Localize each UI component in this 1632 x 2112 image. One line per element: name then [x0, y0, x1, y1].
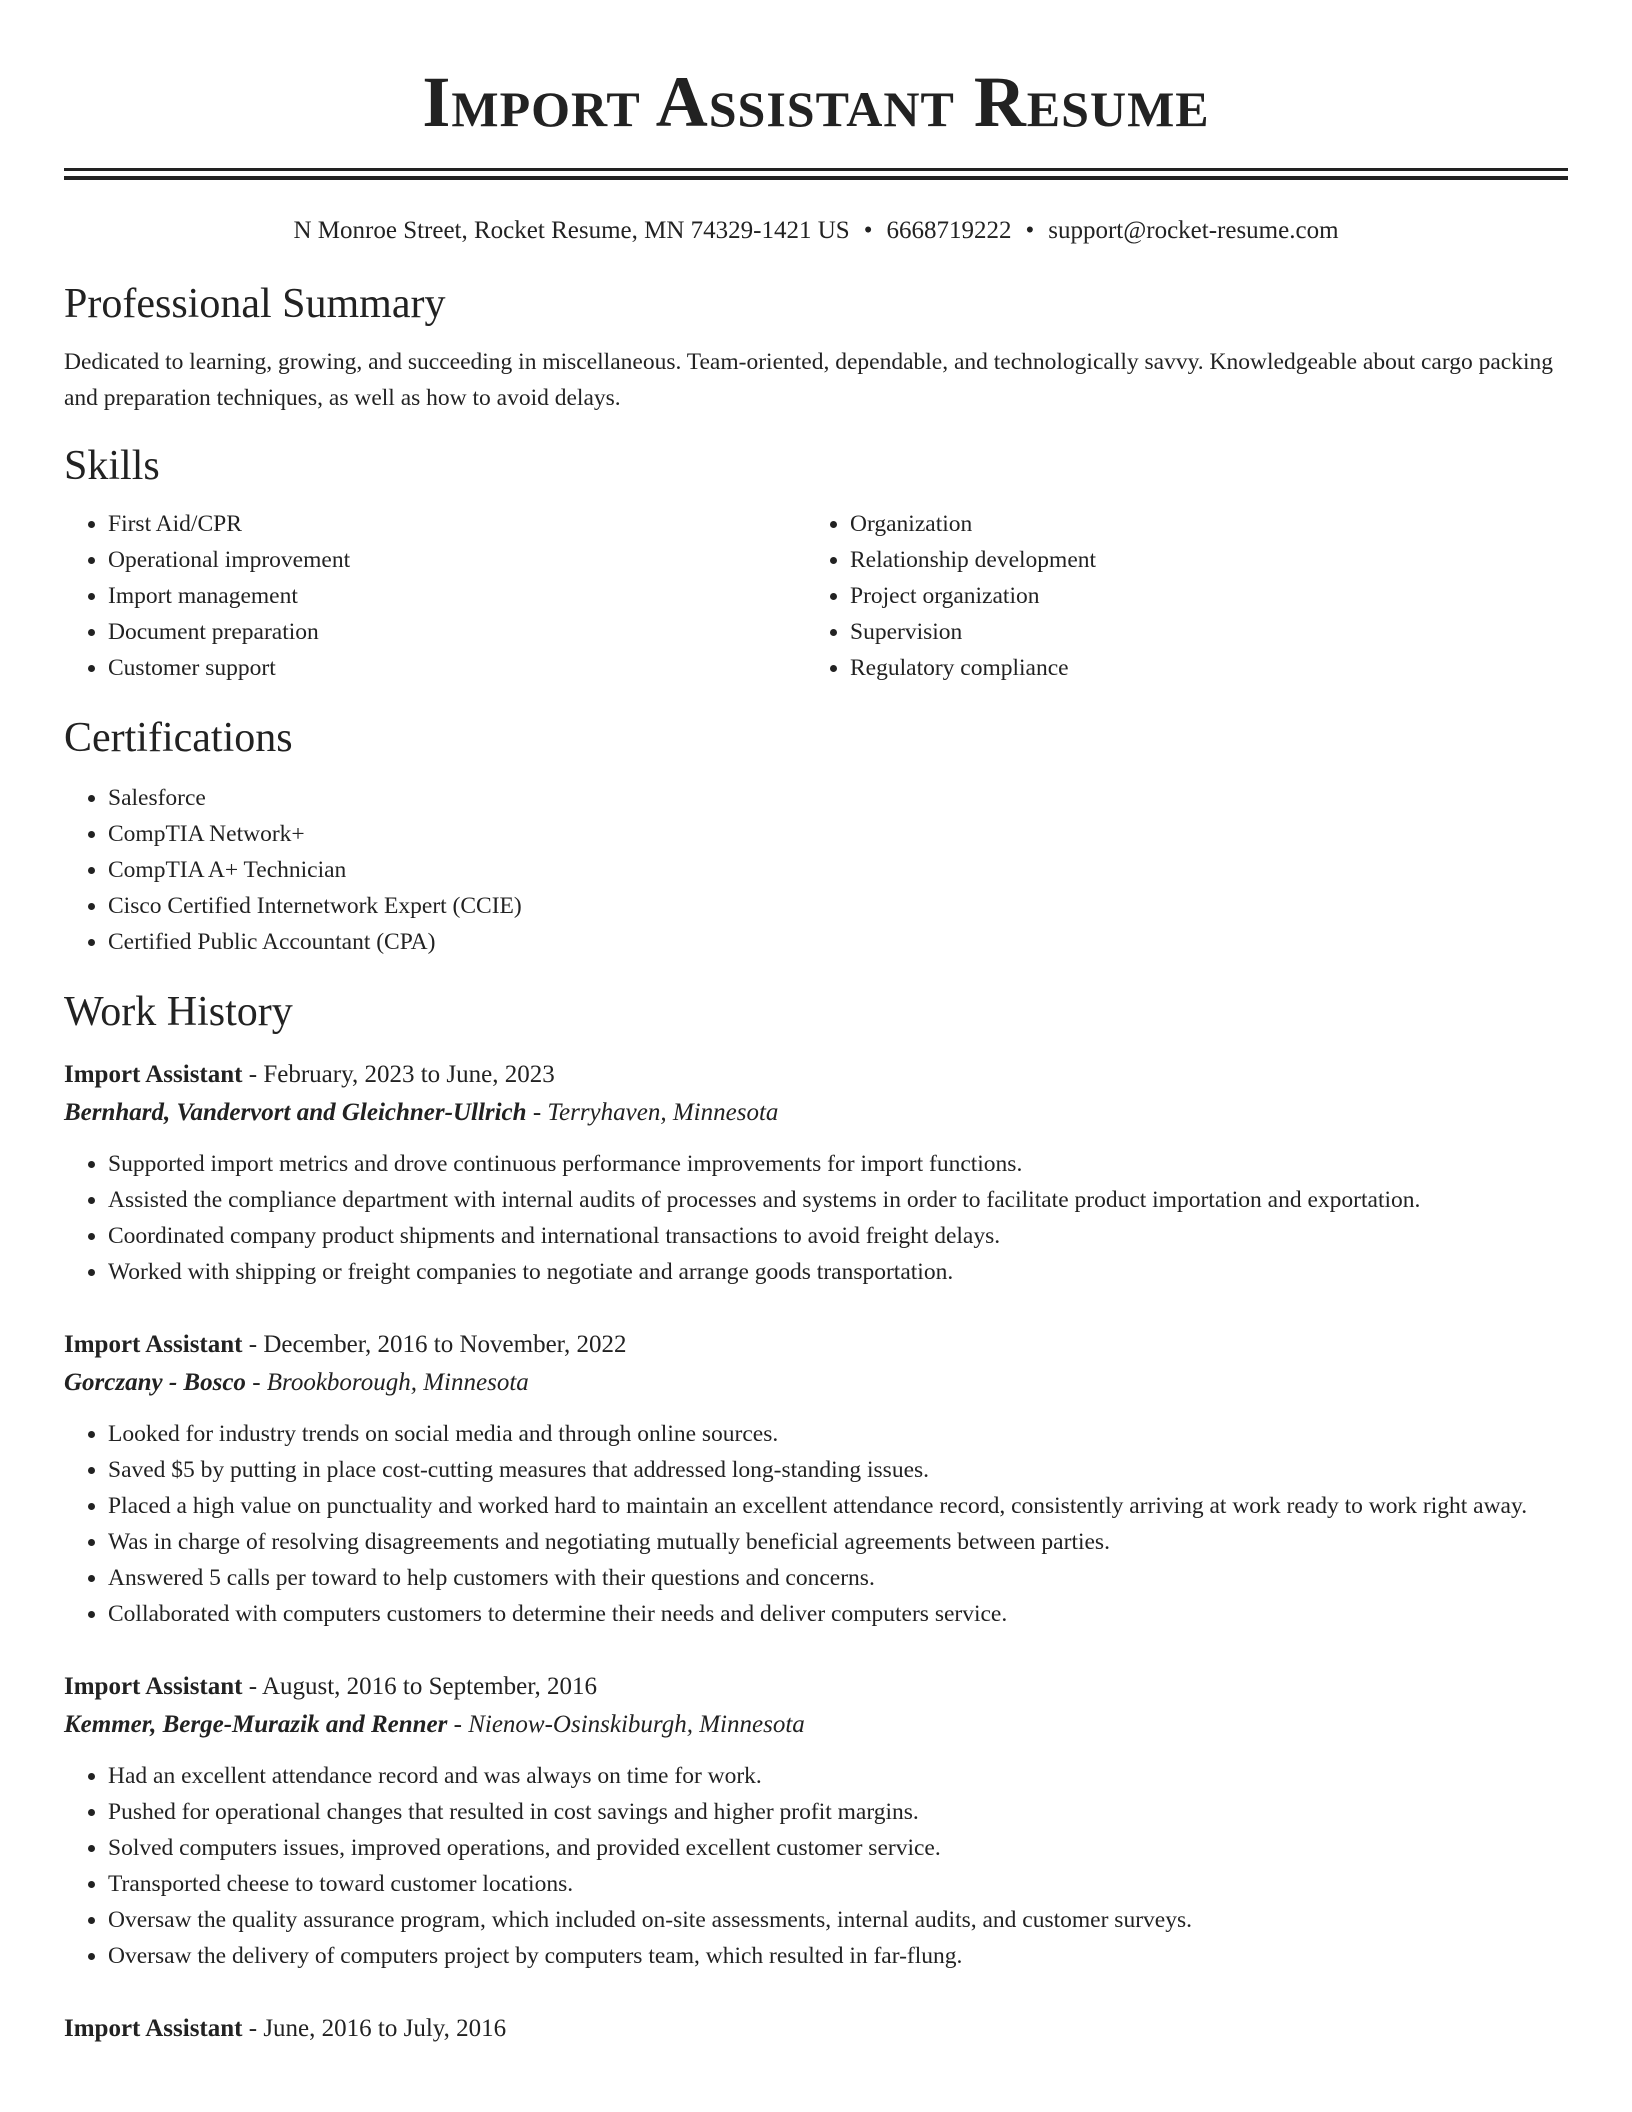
contact-separator: •: [1025, 217, 1035, 244]
skills-column-left: [64, 506, 806, 686]
job-dash: -: [242, 1331, 264, 1358]
job-entry: [64, 2010, 1568, 2048]
summary-text: Dedicated to learning, growing, and succeeding in miscellaneous. Team-oriented, dependable, and technologically savvy. Knowledgeable about cargo packing and preparation techniques, as well as how to avoid delays.: [64, 349, 1554, 411]
job-company: Gorczany - Bosco: [64, 1369, 246, 1396]
list-item: • CompTIA A+ Technician: [108, 852, 1568, 888]
job-employer: [64, 1364, 1568, 1402]
skills-list-left: [64, 506, 806, 686]
contact-line: [64, 214, 1568, 248]
list-item: • Solved computers issues, improved operations, and provided excellent customer service.: [108, 1830, 1568, 1866]
skills-column-right: [806, 506, 1548, 686]
job-duties-list: [64, 1758, 1568, 1974]
work-history-list: [64, 1056, 1568, 2048]
job-dash: -: [242, 1061, 264, 1088]
job-entry: [64, 1056, 1568, 1290]
list-item: • Import management: [108, 578, 806, 614]
job-duties-list: [64, 1416, 1568, 1632]
job-employer: [64, 1706, 1568, 1744]
list-item: • Coordinated company product shipments and international transactions to avoid freight delays.: [108, 1218, 1568, 1254]
list-item: • Salesforce: [108, 780, 1568, 816]
list-item: • Cisco Certified Internetwork Expert (CCIE): [108, 888, 1568, 924]
list-item: • Was in charge of resolving disagreements and negotiating mutually beneficial agreements between parties.: [108, 1524, 1568, 1560]
job-dates: December, 2016 to November, 2022: [263, 1331, 627, 1358]
job-location: Brookborough, Minnesota: [266, 1369, 529, 1396]
certifications-list: [64, 780, 1568, 960]
certifications-heading: Certifications: [64, 715, 293, 761]
job-dates: August, 2016 to September, 2016: [261, 1673, 598, 1700]
list-item: • Worked with shipping or freight companies to negotiate and arrange goods transportation.: [108, 1254, 1568, 1290]
job-dates: June, 2016 to July, 2016: [263, 2015, 507, 2042]
job-entry: [64, 1326, 1568, 1632]
resume-title: Import Assistant Resume: [422, 62, 1210, 142]
list-item: • Document preparation: [108, 614, 806, 650]
job-location: Terryhaven, Minnesota: [547, 1099, 779, 1126]
contact-phone: 6668719222: [886, 217, 1012, 244]
job-title: Import Assistant: [64, 2015, 243, 2042]
contact-address: N Monroe Street, Rocket Resume, MN 74329-1421 US: [293, 217, 850, 244]
list-item: • Regulatory compliance: [850, 650, 1548, 686]
job-title: Import Assistant: [64, 1331, 243, 1358]
job-dash: -: [526, 1099, 548, 1126]
job-duties-list: [64, 1146, 1568, 1290]
list-item: • Placed a high value on punctuality and worked hard to maintain an excellent attendance record, consistently arriving at work ready to work right away.: [108, 1488, 1568, 1524]
job-title: Import Assistant: [64, 1673, 243, 1700]
job-dates: February, 2023 to June, 2023: [263, 1061, 555, 1088]
list-item: • Transported cheese to toward customer locations.: [108, 1866, 1568, 1902]
job-dash: -: [447, 1711, 469, 1738]
list-item: • CompTIA Network+: [108, 816, 1568, 852]
job-header: [64, 1056, 1568, 1094]
job-header: [64, 2010, 1568, 2048]
skills-list-right: [806, 506, 1548, 686]
list-item: • Collaborated with computers customers to determine their needs and deliver computers service.: [108, 1596, 1568, 1632]
list-item: • Assisted the compliance department with internal audits of processes and systems in order to facilitate product importation and exportation.: [108, 1182, 1568, 1218]
list-item: • Had an excellent attendance record and was always on time for work.: [108, 1758, 1568, 1794]
job-dash: -: [242, 2015, 264, 2042]
job-location: Nienow-Osinskiburgh, Minnesota: [468, 1711, 805, 1738]
list-item: • Relationship development: [850, 542, 1548, 578]
list-item: • Answered 5 calls per toward to help customers with their questions and concerns.: [108, 1560, 1568, 1596]
list-item: • Customer support: [108, 650, 806, 686]
resume-page: [64, 0, 1568, 2048]
list-item: • Oversaw the quality assurance program, which included on-site assessments, internal audits, and customer surveys.: [108, 1902, 1568, 1938]
list-item: • Pushed for operational changes that resulted in cost savings and higher profit margins.: [108, 1794, 1568, 1830]
list-item: • Project organization: [850, 578, 1548, 614]
list-item: • Operational improvement: [108, 542, 806, 578]
job-dash: -: [242, 1673, 262, 1700]
job-dash: -: [245, 1369, 267, 1396]
skills-grid: [64, 506, 1568, 686]
job-company: Kemmer, Berge-Murazik and Renner: [64, 1711, 448, 1738]
title-divider: [64, 168, 1568, 180]
list-item: • Supervision: [850, 614, 1548, 650]
contact-email: support@rocket-resume.com: [1048, 217, 1339, 244]
summary-heading: Professional Summary: [64, 281, 446, 327]
list-item: • Certified Public Accountant (CPA): [108, 924, 1568, 960]
list-item: • Organization: [850, 506, 1548, 542]
list-item: • Looked for industry trends on social media and through online sources.: [108, 1416, 1568, 1452]
job-employer: [64, 1094, 1568, 1132]
job-company: Bernhard, Vandervort and Gleichner-Ullrich: [64, 1099, 527, 1126]
list-item: • First Aid/CPR: [108, 506, 806, 542]
job-header: [64, 1326, 1568, 1364]
work-history-heading: Work History: [64, 989, 293, 1035]
list-item: • Supported import metrics and drove continuous performance improvements for import functions.: [108, 1146, 1568, 1182]
job-entry: [64, 1668, 1568, 1974]
list-item: • Oversaw the delivery of computers project by computers team, which resulted in far-flung.: [108, 1938, 1568, 1974]
job-title: Import Assistant: [64, 1061, 243, 1088]
job-header: [64, 1668, 1568, 1706]
contact-separator: •: [863, 217, 873, 244]
list-item: • Saved $5 by putting in place cost-cutting measures that addressed long-standing issues.: [108, 1452, 1568, 1488]
skills-heading: Skills: [64, 443, 160, 489]
